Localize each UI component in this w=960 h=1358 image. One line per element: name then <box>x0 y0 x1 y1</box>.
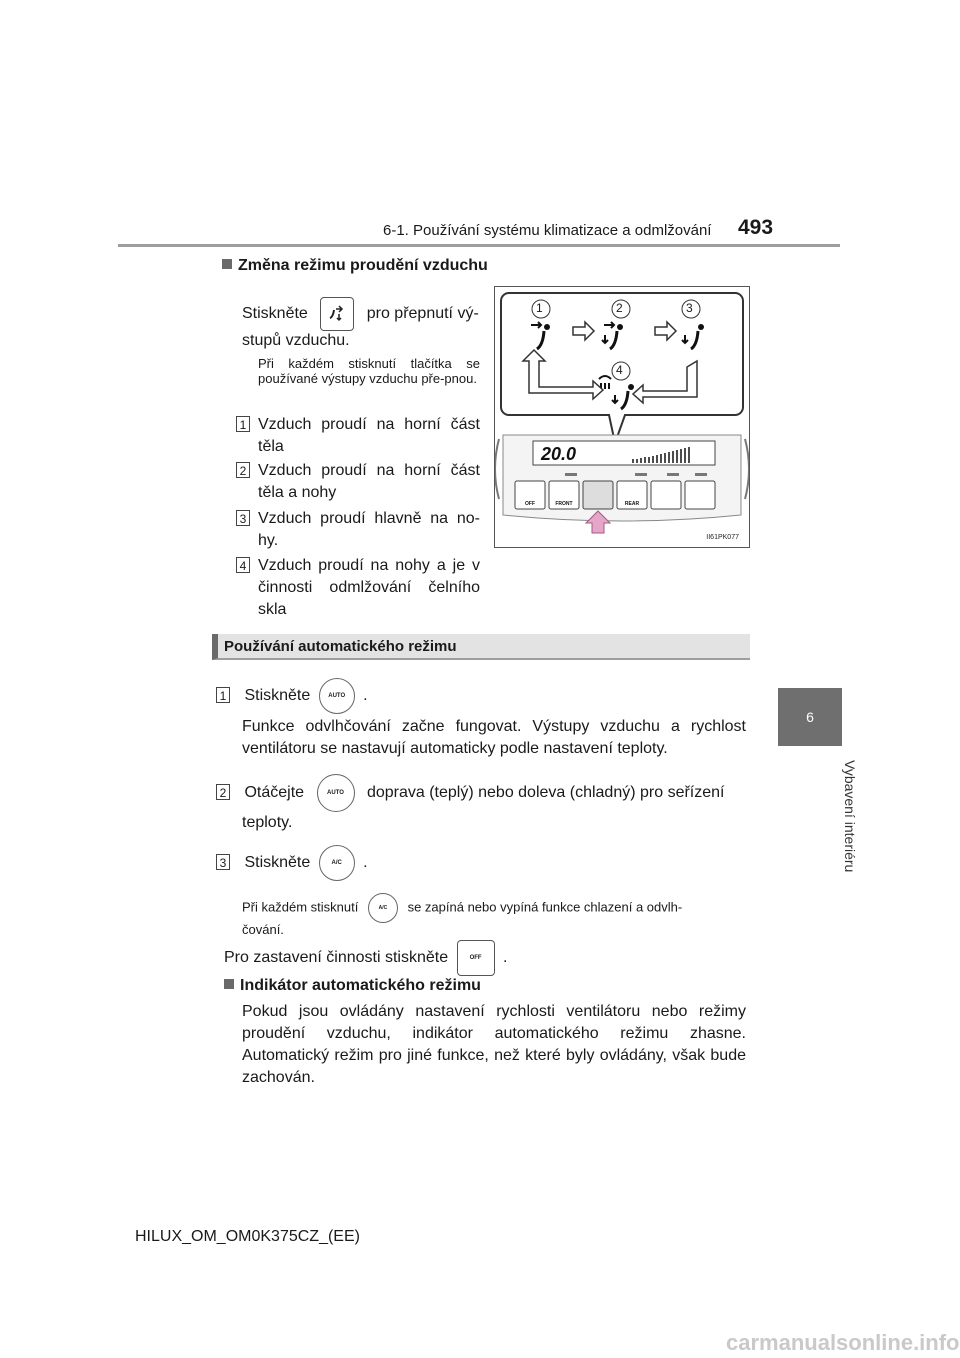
airflow-intro-line1: Stiskněte pro přepnutí vý- <box>242 297 479 331</box>
auto-mode-section-header: Používání automatického režimu <box>212 634 750 660</box>
ac-button-icon: A/C <box>319 845 355 881</box>
airflow-item-1: 1 Vzduch proudí na horní část těla <box>236 414 480 460</box>
panel-btn-rear-label: REAR <box>624 501 640 507</box>
stop-instruction: Pro zastavení činnosti stiskněte OFF . <box>224 940 507 976</box>
fan-off-button-icon: OFF <box>457 940 495 976</box>
chapter-title: 6-1. Používání systému klimatizace a odmlžování <box>383 222 712 239</box>
mode-label-4: 4 <box>616 363 623 377</box>
airflow-item-4: 4 Vzduch proudí na nohy a je v činnosti odmlžování čelního skla <box>236 555 480 621</box>
bullet-square-icon <box>224 979 234 989</box>
watermark: carmanualsonline.info <box>726 1330 960 1355</box>
svg-text:20.0: 20.0 <box>541 444 577 464</box>
airflow-heading: Změna režimu proudění vzduchu <box>222 257 488 275</box>
auto-step-2-cont: teploty. <box>242 814 293 831</box>
mode-label-3: 3 <box>686 301 693 315</box>
auto-step-2: 2 Otáčejte AUTO doprava (teplý) nebo doleva (chladný) pro seřízení <box>216 774 750 812</box>
mode-label-2: 2 <box>616 301 623 315</box>
header-rule <box>118 244 840 247</box>
auto-step-1: 1 Stiskněte AUTO . <box>216 678 368 714</box>
airflow-item-3: 3 Vzduch proudí hlavně na no-hy. <box>236 508 480 554</box>
temperature-dial-icon: AUTO <box>317 774 355 812</box>
airflow-intro-line2: stupů vzduchu. <box>242 332 350 349</box>
bullet-square-icon <box>222 259 232 269</box>
panel-btn-off-label: OFF <box>525 501 535 507</box>
airflow-mode-button-icon <box>320 297 354 331</box>
auto-button-icon: AUTO <box>319 678 355 714</box>
chapter-tab-label: Vybavení interiéru <box>842 760 858 873</box>
ac-note-cont: čování. <box>242 922 284 937</box>
airflow-item-2: 2 Vzduch proudí na horní část těla a nohy <box>236 460 480 506</box>
airflow-note: Při každém stisknutí tlačítka se používané výstupy vzduchu pře-pnou. <box>258 356 480 386</box>
indicator-heading: Indikátor automatického režimu <box>224 977 481 995</box>
page-number: 493 <box>738 216 774 239</box>
auto-step-3: 3 Stiskněte A/C . <box>216 845 368 881</box>
document-code: HILUX_OM_OM0K375CZ_(EE) <box>135 1228 360 1245</box>
ac-note: Při každém stisknutí A/C se zapíná nebo vypíná funkce chlazení a odvlh- <box>242 893 682 923</box>
climate-panel-figure <box>494 286 750 548</box>
indicator-text: Pokud jsou ovládány nastavení rychlosti ventilátoru nebo režimy proudění vzduchu, indikátor automatického režimu zhasne. Automatický režim pro jiné funkce, než které byly ovládány, však bude zachován. <box>242 1003 746 1086</box>
figure-code: II61PK077 <box>706 534 739 541</box>
panel-btn-front-label: FRONT <box>555 501 573 507</box>
mode-label-1: 1 <box>536 301 543 315</box>
auto-step-1-desc: Funkce odvlhčování začne fungovat. Výstupy vzduchu a rychlost ventilátoru se nastavují automaticky podle nastavení teploty. <box>242 718 746 757</box>
ac-small-icon: A/C <box>368 893 398 923</box>
chapter-tab[interactable]: 6 <box>778 688 842 746</box>
